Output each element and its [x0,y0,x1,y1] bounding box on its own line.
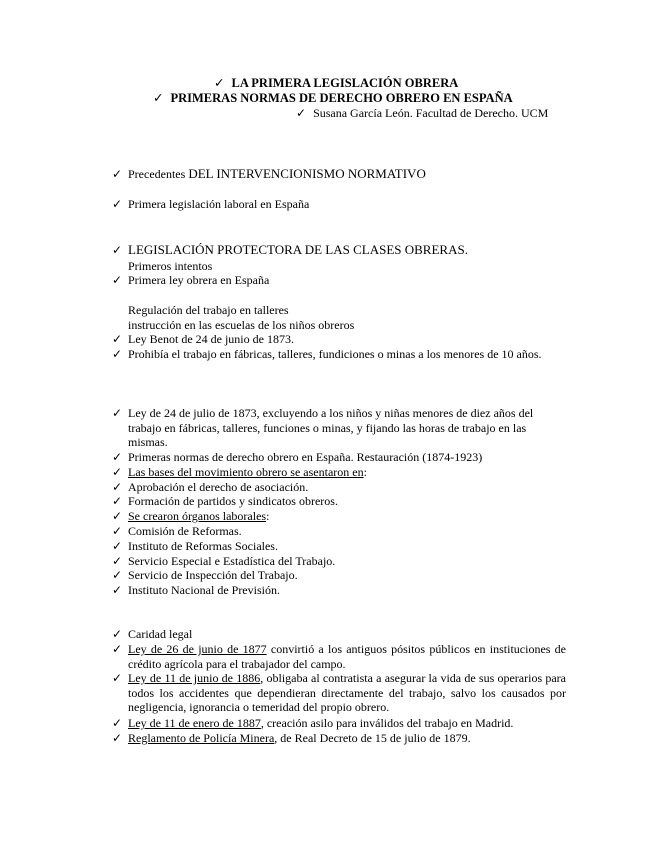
list-item-bases: ✓ Las bases del movimiento obrero se asentaron en: [112,465,367,479]
list-item-servicio-especial: ✓ Servicio Especial e Estadística del Trabajo. [112,554,336,568]
list-item-ley-1877: ✓ Ley de 26 de junio de 1877 convirtió a los antiguos pósitos públicos en instituciones de crédito agrícola para el trabajador del campo. [112,642,566,671]
author-line: ✓ Susana García León. Facultad de Derecho. UCM [296,106,549,120]
check-icon: ✓ [112,450,123,464]
text-instruccion: instrucción en las escuelas de los niños obreros [128,318,355,332]
list-item-prohibia: ✓ Prohibía el trabajo en fábricas, talleres, fundiciones o minas a los menores de 10 años. [112,347,542,361]
list-item-caridad: ✓ Caridad legal [112,627,193,641]
check-icon: ✓ [112,406,123,420]
check-icon: ✓ [112,347,123,361]
check-icon: ✓ [112,716,123,730]
list-item-formacion: ✓ Formación de partidos y sindicatos obreros. [112,494,338,508]
check-icon: ✓ [112,494,123,508]
text-regulacion: Regulación del trabajo en talleres [128,303,289,317]
check-icon: ✓ [112,568,123,582]
check-icon: ✓ [112,509,123,523]
list-item-ley-1873: ✓ Ley de 24 de julio de 1873, excluyendo a los niños y niñas menores de diez años del trabajo en fábricas, talleres, funciones o minas, y fijando las horas de trabajo en las mismas. [112,406,534,450]
list-item-comision: ✓ Comisión de Reformas. [112,524,242,538]
list-item-organos: ✓ Se crearon órganos laborales: [112,509,270,523]
check-icon: ✓ [112,627,123,641]
list-item-precedentes: ✓ Precedentes DEL INTERVENCIONISMO NORMATIVO [112,166,426,181]
list-item-ley-1886: ✓ Ley de 11 de junio de 1886, obligaba al contratista a asegurar la vida de sus operarios para todos los accidentes que dependieran directamente del trabajo, salvo los causados por negligencia, ignorancia o temeridad del propio obrero. [112,671,566,715]
check-icon: ✓ [153,91,164,105]
title-primera-legislacion: ✓ LA PRIMERA LEGISLACIÓN OBRERA [214,76,459,90]
check-icon: ✓ [112,539,123,553]
list-item-instituto-prevision: ✓ Instituto Nacional de Previsión. [112,583,280,597]
check-icon: ✓ [112,480,123,494]
list-item-aprobacion: ✓ Aprobación el derecho de asociación. [112,480,309,494]
title-primeras-normas: ✓ PRIMERAS NORMAS DE DERECHO OBRERO EN ESPAÑA [153,91,513,105]
list-item-servicio-inspeccion: ✓ Servicio de Inspección del Trabajo. [112,568,298,582]
check-icon: ✓ [112,273,123,287]
list-item-reglamento: ✓ Reglamento de Policía Minera, de Real Decreto de 15 de julio de 1879. [112,731,471,745]
check-icon: ✓ [112,583,123,597]
check-icon: ✓ [112,332,123,346]
check-icon: ✓ [112,731,123,745]
check-icon: ✓ [112,642,123,656]
check-icon: ✓ [112,167,123,181]
check-icon: ✓ [112,465,123,479]
check-icon: ✓ [112,197,123,211]
list-item-legislacion-protectora: ✓ LEGISLACIÓN PROTECTORA DE LAS CLASES OBRERAS. [112,242,468,257]
list-item-primera-legislacion: ✓ Primera legislación laboral en España [112,197,310,211]
list-item-primera-ley: ✓ Primera ley obrera en España [112,273,270,287]
list-item-primeras-normas: ✓ Primeras normas de derecho obrero en España. Restauración (1874-1923) [112,450,483,464]
check-icon: ✓ [296,106,307,120]
check-icon: ✓ [112,524,123,538]
list-item-ley-benot: ✓ Ley Benot de 24 de junio de 1873. [112,332,294,346]
check-icon: ✓ [214,76,225,90]
check-icon: ✓ [112,243,123,257]
list-item-ley-1887: ✓ Ley de 11 de enero de 1887, creación asilo para inválidos del trabajo en Madrid. [112,716,514,730]
check-icon: ✓ [112,554,123,568]
text-primeros-intentos: Primeros intentos [128,259,213,273]
list-item-instituto-reformas: ✓ Instituto de Reformas Sociales. [112,539,278,553]
check-icon: ✓ [112,671,123,685]
